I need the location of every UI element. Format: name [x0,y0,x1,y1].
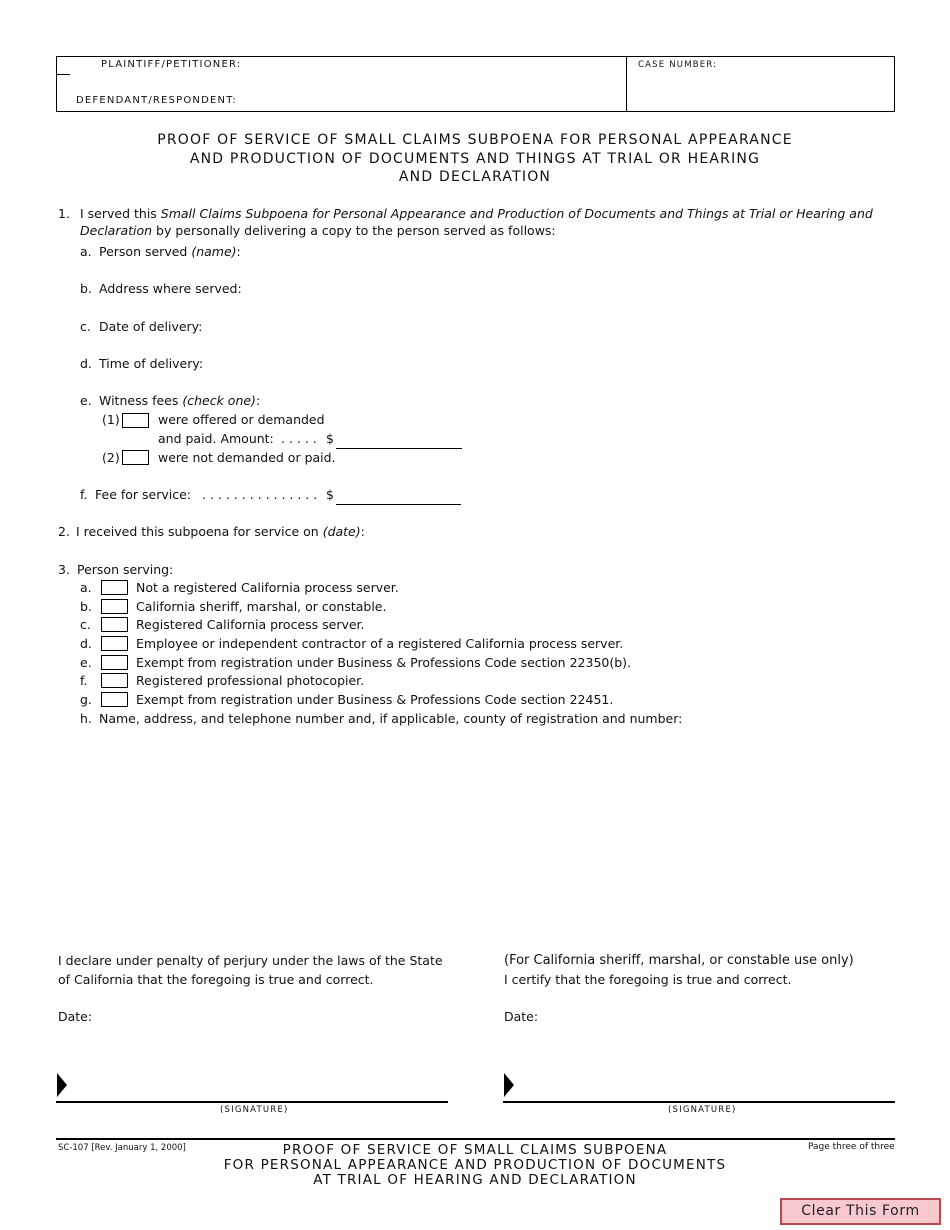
item1-number: 1. [58,206,70,221]
fee-for-service-label: Fee for service: [95,487,192,502]
option-letter: a. [80,580,92,595]
footer-title-line1: PROOF OF SERVICE OF SMALL CLAIMS SUBPOENA [282,1142,668,1158]
subpoena-received-date-field[interactable] [362,522,662,540]
item2-number: 2. [58,524,70,539]
address-served-label: Address where served: [99,281,242,296]
person-served-label: Person served (name): [99,244,241,259]
option-letter: h. [80,711,92,726]
item1a-letter: a. [80,244,92,259]
item1b-letter: b. [80,281,92,296]
time-of-delivery-field[interactable] [205,354,505,372]
signature-left-label: (SIGNATURE) [220,1105,289,1115]
item1c-letter: c. [80,319,91,334]
option-letter: d. [80,636,92,651]
clear-form-button[interactable]: Clear This Form [780,1198,941,1225]
date-of-delivery-field[interactable] [205,317,505,335]
server-info-label: Name, address, and telephone number and, if applicable, county of registration and number: [99,711,683,726]
witness-fee-amount-label: and paid. Amount: [158,431,274,446]
plaintiff-field[interactable] [250,58,620,76]
fee-for-service-field[interactable] [336,504,461,505]
person-serving-label: Person serving: [77,562,174,577]
signature-right-line[interactable] [503,1101,895,1103]
witness-fee-offered-checkbox[interactable] [122,413,149,428]
footer-title-line2: FOR PERSONAL APPEARANCE AND PRODUCTION OF DOCUMENTS [223,1157,727,1173]
witness-fee-option2-text: were not demanded or paid. [158,450,336,465]
declaration-right-date-label: Date: [504,1009,539,1024]
case-number-label: CASE NUMBER: [638,60,718,70]
item1d-letter: d. [80,356,92,371]
footer-title [150,1143,800,1188]
option-letter: f. [80,673,88,688]
option-text: Exempt from registration under Business & Professions Code section 22350(b). [136,655,632,670]
option-checkbox-employee[interactable] [101,636,128,651]
item1f-letter: f. [80,487,88,502]
option-text: California sheriff, marshal, or constable. [136,599,387,614]
defendant-label: DEFENDANT/RESPONDENT: [76,95,237,106]
witness-fee-currency: $ [326,431,334,446]
option-text: Registered professional photocopier. [136,673,365,688]
option-checkbox-photocopier[interactable] [101,673,128,688]
witness-fee-dots: . . . . . [281,431,317,446]
fee-for-service-currency: $ [326,487,334,502]
declaration-left-line1: I declare under penalty of perjury under the laws of the State [58,953,443,968]
option-letter: c. [80,617,91,632]
footer-rule [56,1138,895,1140]
option-letter: e. [80,655,92,670]
signature-arrow-icon [504,1073,514,1097]
item1e-letter: e. [80,393,92,408]
date-of-delivery-label: Date of delivery: [99,319,203,334]
declaration-left-date-label: Date: [58,1009,93,1024]
form-id: SC-107 [Rev. January 1, 2000] [58,1143,186,1153]
form-title [0,131,950,187]
form-title-line1: PROOF OF SERVICE OF SMALL CLAIMS SUBPOENA FOR PERSONAL APPEARANCE [157,132,793,148]
plaintiff-label: PLAINTIFF/PETITIONER: [101,59,242,70]
time-of-delivery-label: Time of delivery: [99,356,204,371]
option-letter: b. [80,599,92,614]
caption-tick [56,74,70,75]
case-number-field[interactable] [632,74,890,108]
option-checkbox-registered-server[interactable] [101,617,128,632]
page-number: Page three of three [808,1142,895,1152]
declaration-left-line2: of California that the foregoing is true and correct. [58,972,374,987]
witness-fee-amount-field[interactable] [336,448,462,449]
caption-divider [626,56,627,112]
option-text: Exempt from registration under Business & Professions Code section 22451. [136,692,614,707]
witness-fees-label: Witness fees (check one): [99,393,261,408]
form-title-line2: AND PRODUCTION OF DOCUMENTS AND THINGS AT TRIAL OR HEARING [189,150,761,167]
server-info-field[interactable] [99,732,889,932]
person-served-field[interactable] [245,242,885,260]
declaration-left-date-field[interactable] [96,1007,436,1025]
option-checkbox-sheriff[interactable] [101,599,128,614]
signature-left-line[interactable] [56,1101,448,1103]
item1-text-line1: I served this Small Claims Subpoena for Personal Appearance and Production of Documents and Things at Trial or Hearing and [80,206,873,221]
item3-number: 3. [58,562,70,577]
declaration-right-line2: I certify that the foregoing is true and correct. [504,972,792,987]
option-text: Employee or independent contractor of a registered California process server. [136,636,624,651]
option-letter: g. [80,692,92,707]
address-served-field[interactable] [245,279,885,297]
declaration-right-date-field[interactable] [542,1007,882,1025]
item1-text-line2: Declaration by personally delivering a copy to the person served as follows: [80,223,556,238]
option-checkbox-not-registered[interactable] [101,580,128,595]
declaration-right-line1: (For California sheriff, marshal, or constable use only) [504,953,854,968]
option-text: Not a registered California process server. [136,580,399,595]
witness-fee-option1-text: were offered or demanded [158,412,325,427]
option-text: Registered California process server. [136,617,365,632]
item2-text: I received this subpoena for service on (date): [76,524,365,539]
signature-arrow-icon [57,1073,67,1097]
signature-right-label: (SIGNATURE) [668,1105,737,1115]
option-checkbox-exempt-22350[interactable] [101,655,128,670]
option-checkbox-exempt-22451[interactable] [101,692,128,707]
fee-for-service-dots: . . . . . . . . . . . . . . . [202,487,318,502]
form-title-line3: AND DECLARATION [398,169,552,185]
witness-fee-option2-number: (2) [102,450,120,465]
defendant-field[interactable] [250,92,620,110]
witness-fee-option1-number: (1) [102,412,120,427]
witness-fee-not-demanded-checkbox[interactable] [122,450,149,465]
footer-title-line3: AT TRIAL OF HEARING AND DECLARATION [313,1172,637,1188]
